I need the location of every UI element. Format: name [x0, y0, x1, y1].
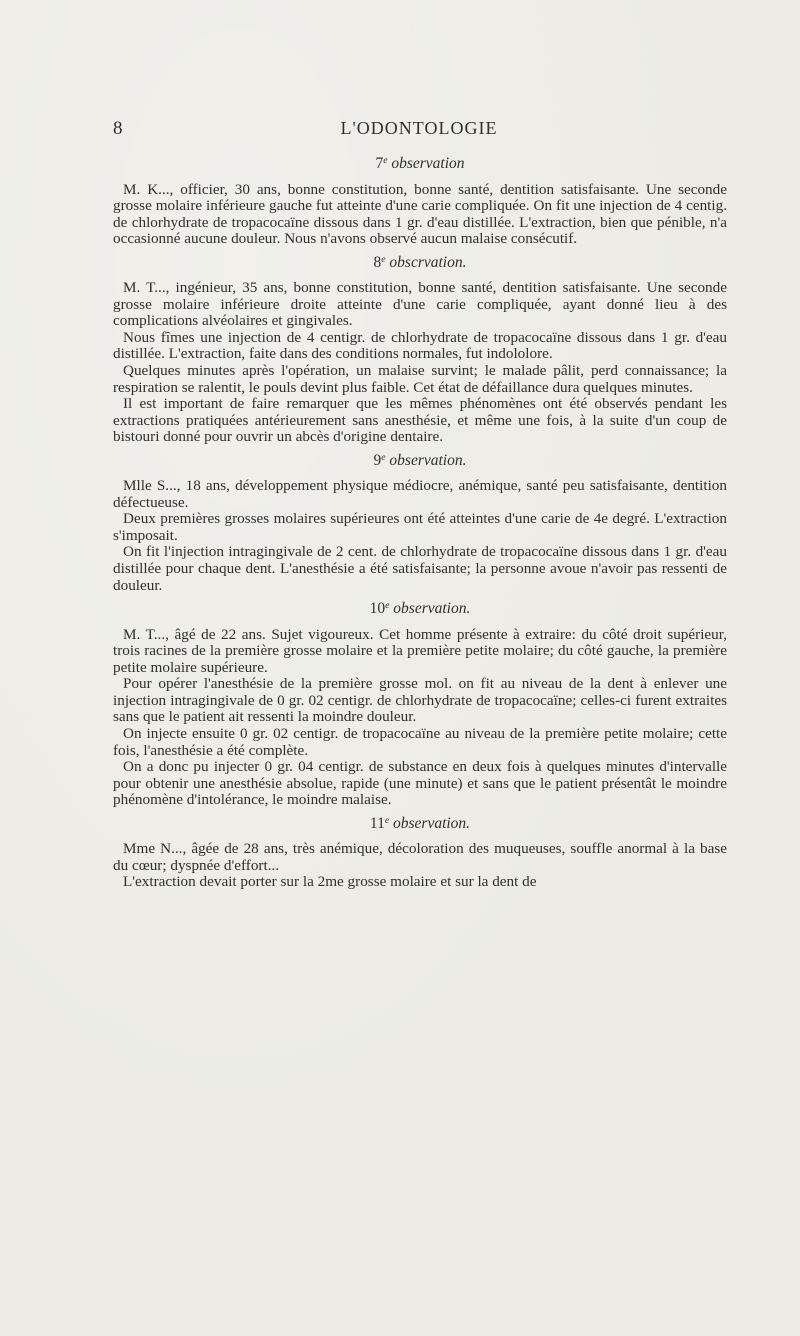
heading-number: 7: [375, 155, 384, 172]
observation-heading: [113, 446, 727, 479]
heading-superscript: e: [381, 253, 386, 265]
paragraph: M. T..., ingénieur, 35 ans, bonne constitution, bonne santé, dentition satisfaisante. Une seconde grosse molaire inférieure droite atteinte d'une carie compliquée, ayant donné lieu à des complications alvéolaires et gingivales.: [113, 279, 727, 330]
paragraph: On fit l'injection intragingivale de 2 cent. de chlorhydrate de tropacocaïne dissous dans 1 gr. d'eau distillée pour chaque dent. L'anesthésie a été satisfaisante; la personne avoue n'avoir pas ressenti de douleur.: [113, 543, 727, 594]
paragraph: Mlle S..., 18 ans, développement physique médiocre, anémique, santé peu satisfaisante, dentition défectueuse.: [113, 477, 727, 511]
heading-superscript: e: [383, 155, 388, 167]
observation-heading: [113, 248, 727, 281]
paragraph: M. T..., âgé de 22 ans. Sujet vigoureux. Cet homme présente à extraire: du côté droit supérieur, trois racines de la première grosse molaire et la première petite molaire; du côté gauche, la première petite molaire supérieure.: [113, 625, 727, 676]
observation-heading: [113, 809, 727, 842]
paragraph: Pour opérer l'anesthésie de la première grosse mol. on fit au niveau de la dent à enlever une injection intragingivale de 0 gr. 02 centigr. de chlorhydrate de tropacocaïne; celles-ci furent extraites sans que le patient ait ressenti la moindre douleur.: [113, 675, 727, 726]
observation-heading: [113, 156, 727, 182]
body-text: [113, 156, 727, 891]
paragraph: Deux premières grosses molaires supérieures ont été atteintes d'une carie de 4e degré. L'extraction s'imposait.: [113, 510, 727, 544]
paragraph: Il est important de faire remarquer que les mêmes phénomènes ont été observés pendant les extractions pratiquées antérieurement sans anesthésie, et même une fois, à la suite d'un coup de bistouri donné pour ouvrir un abcès d'origine dentaire.: [113, 395, 727, 446]
heading-number: 8: [373, 253, 382, 271]
paragraph: M. K..., officier, 30 ans, bonne constitution, bonne santé, dentition satisfaisante. Une seconde grosse molaire inférieure gauche fut atteinte d'une carie compliquée. On fit une injection de 4 centig. de chlorhydrate de tropacocaïne dissous dans 1 gr. d'eau distillée. L'extraction, bien que pénible, n'a occasionné aucune douleur. Nous n'avons observé aucun malaise consécutif.: [113, 180, 727, 248]
heading-word: observation.: [393, 814, 471, 832]
heading-superscript: e: [384, 814, 390, 826]
heading-number: 10: [369, 600, 386, 618]
heading-word: observation.: [389, 451, 467, 469]
page-header: [113, 118, 725, 144]
page-number: 8: [113, 118, 123, 139]
heading-number: 9: [373, 451, 382, 469]
paragraph: Quelques minutes après l'opération, un malaise survint; le malade pâlit, perd connaissance; la respiration se ralentit, le pouls devint plus faible. Cet état de défaillance dura quelques minutes.: [113, 362, 727, 396]
paragraph: Nous fîmes une injection de 4 centigr. de chlorhydrate de tropacocaïne dissous dans 1 gr. d'eau distillée. L'extraction, faite dans des conditions normales, fut indololore.: [113, 328, 727, 363]
paragraph: On a donc pu injecter 0 gr. 04 centigr. de substance en deux fois à quelques minutes d'intervalle pour obtenir une anesthésie absolue, rapide (une minute) et sans que le patient présentât le moindre phénomène d'intolérance, le moindre malaise.: [113, 758, 727, 809]
heading-word: obscrvation.: [389, 253, 467, 271]
paragraph: L'extraction devait porter sur la 2me grosse molaire et sur la dent de: [123, 873, 537, 891]
running-title: L'ODONTOLOGIE: [340, 118, 498, 138]
paragraph: Mme N..., âgée de 28 ans, très anémique, décoloration des muqueuses, souffle anormal à la base du cœur; dyspnée d'effort...: [113, 840, 727, 874]
heading-superscript: e: [381, 451, 386, 463]
heading-word: observation: [391, 155, 465, 172]
observation-heading: [113, 594, 727, 627]
heading-word: observation.: [393, 600, 471, 618]
heading-number: 11: [369, 814, 385, 832]
heading-superscript: e: [385, 600, 390, 612]
paragraph: On injecte ensuite 0 gr. 02 centigr. de tropacocaïne au niveau de la première petite molaire; cette fois, l'anesthésie a été complète.: [113, 724, 727, 759]
